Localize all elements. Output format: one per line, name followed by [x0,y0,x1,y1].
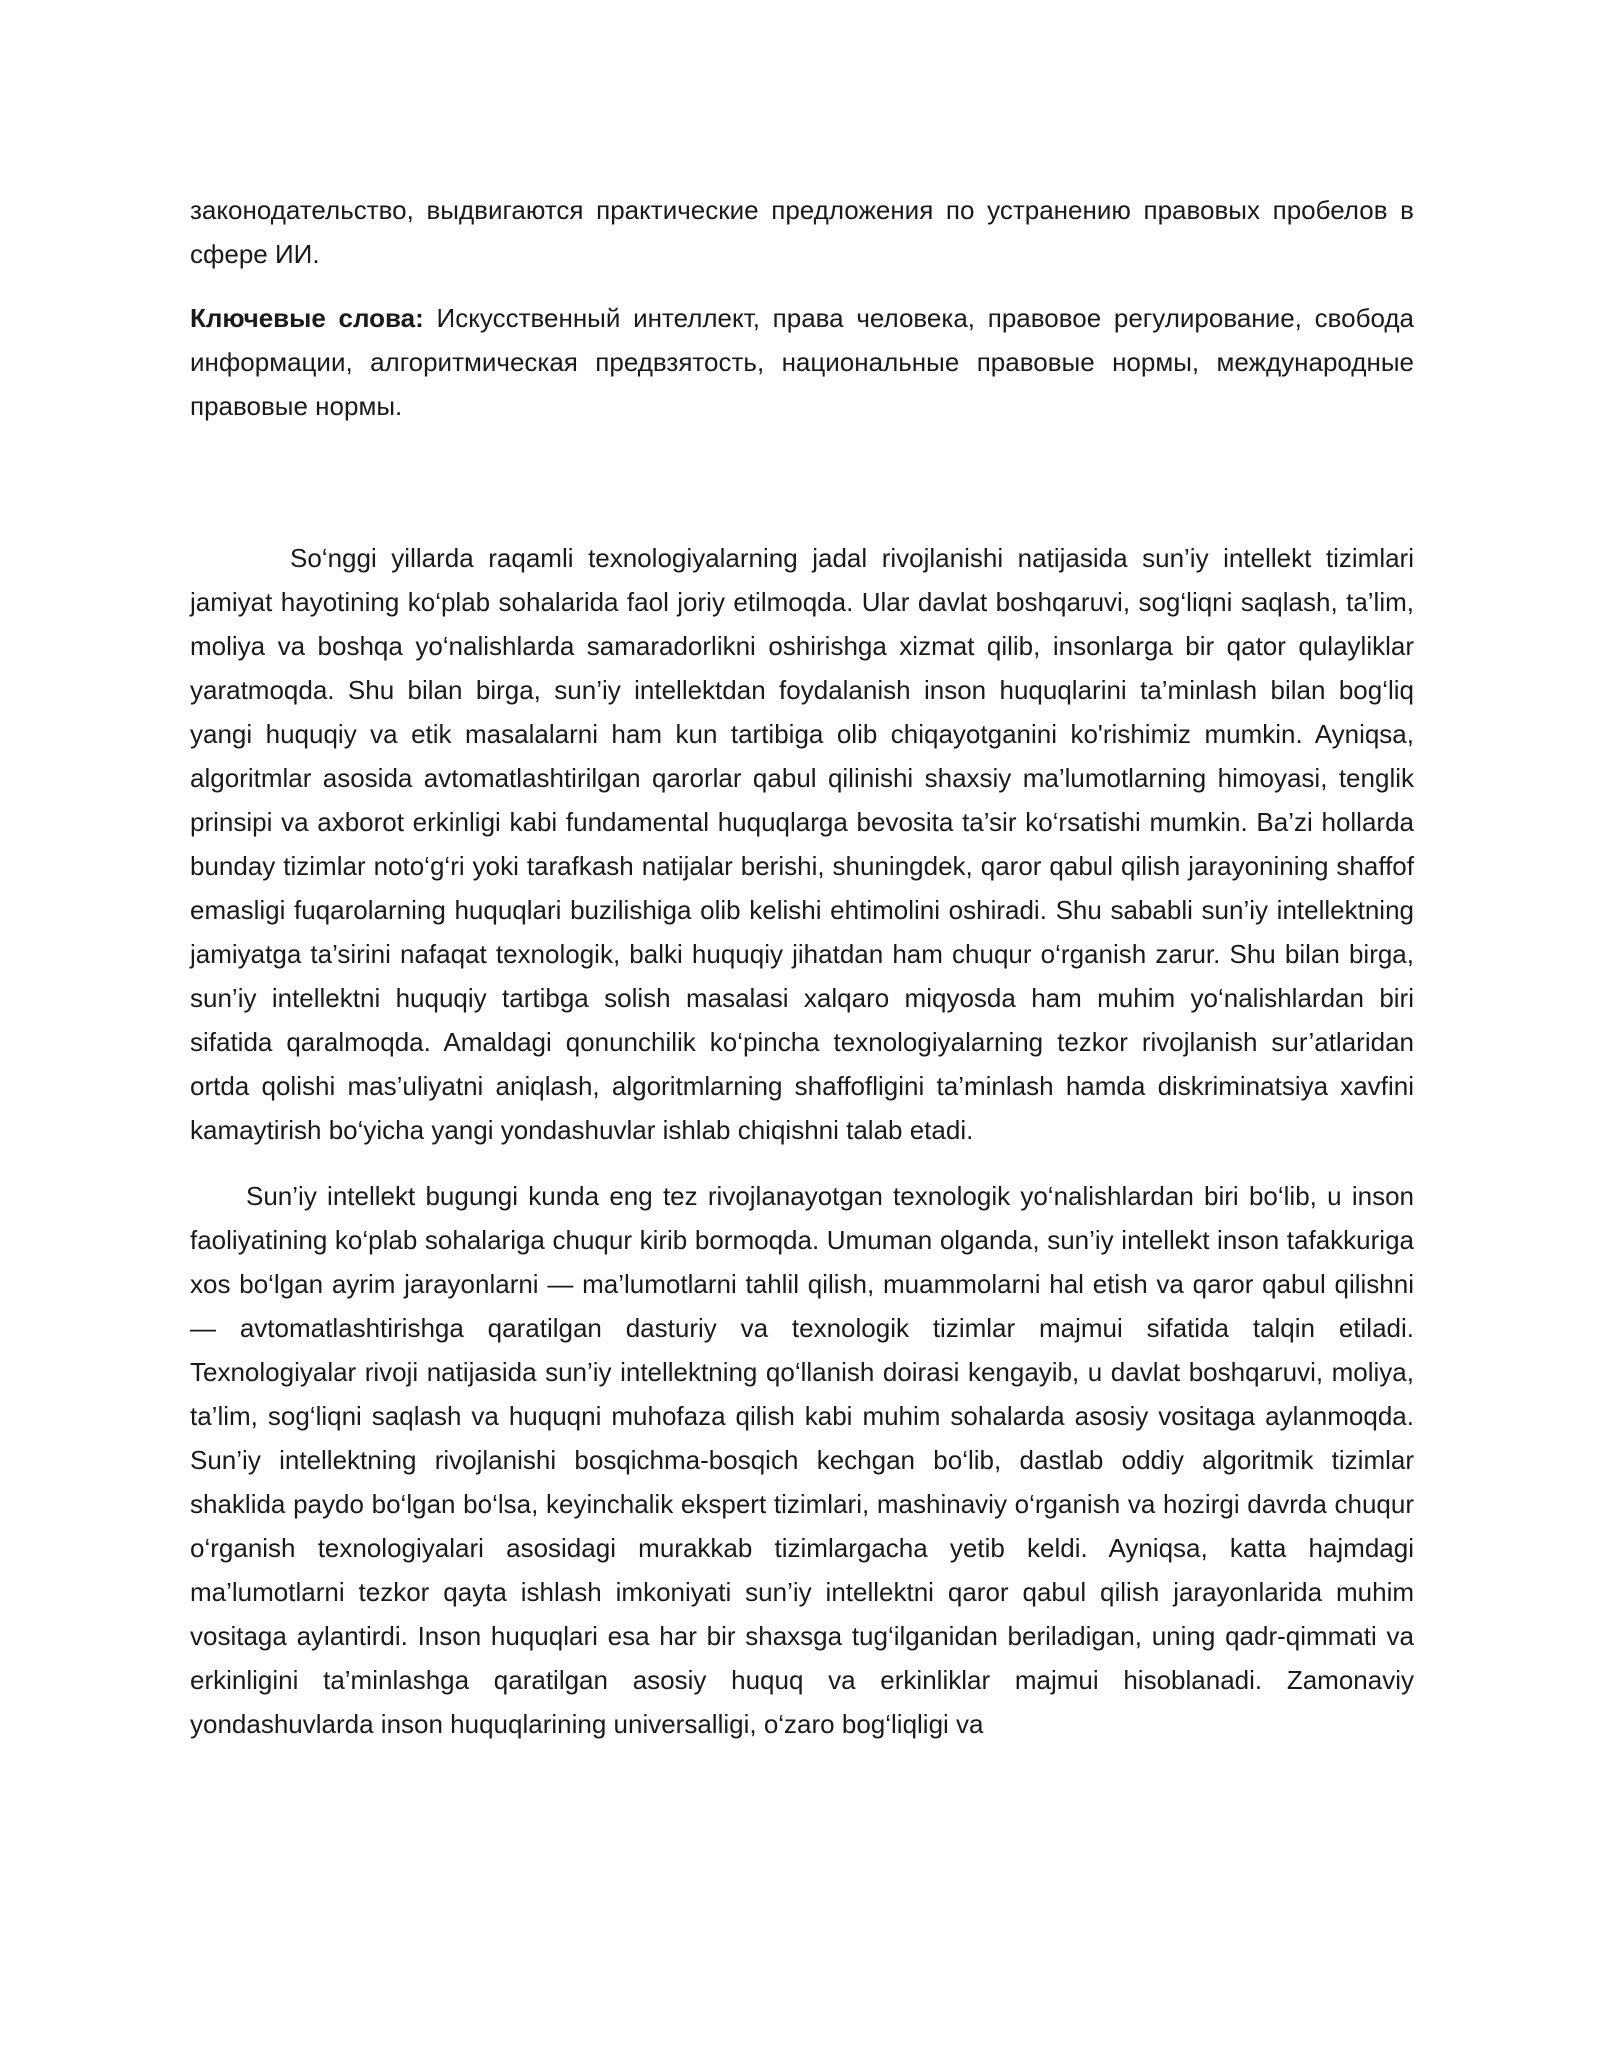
keywords-text: Искусственный интеллект, права человека, правовое регулирование, свобода информации, алгоритмическая предвзятость, национальные правовые нормы, международные правовые нормы. [190,303,1414,421]
body-paragraph-1: So‘nggi yillarda raqamli texnologiyalarning jadal rivojlanishi natijasida sun’iy intellekt tizimlari jamiyat hayotining ko‘plab sohalarida faol joriy etilmoqda. Ular davlat boshqaruvi, sog‘liqni saqlash, ta’lim, moliya va boshqa yo‘nalishlarda samaradorlikni oshirishga xizmat qilib, insonlarga bir qator qulayliklar yaratmoqda. Shu bilan birga, sun’iy intellektdan foydalanish inson huquqlarini ta’minlash bilan bog‘liq yangi huquqiy va etik masalalarni ham kun tartibiga olib chiqayotganini ko'rishimiz mumkin. Ayniqsa, algoritmlar asosida avtomatlashtirilgan qarorlar qabul qilinishi shaxsiy ma’lumotlarning himoyasi, tenglik prinsipi va axborot erkinligi kabi fundamental huquqlarga bevosita ta’sir ko‘rsatishi mumkin. Ba’zi hollarda bunday tizimlar noto‘g‘ri yoki tarafkash natijalar berishi, shuningdek, qaror qabul qilish jarayonining shaffof emasligi fuqarolarning huquqlari buzilishiga olib kelishi ehtimolini oshiradi. Shu sababli sun’iy intellektning jamiyatga ta’sirini nafaqat texnologik, balki huquqiy jihatdan ham chuqur o‘rganish zarur. Shu bilan birga, sun’iy intellektni huquqiy tartibga solish masalasi xalqaro miqyosda ham muhim yo‘nalishlardan biri sifatida qaralmoqda. Amaldagi qonunchilik ko‘pincha texnologiyalarning tezkor rivojlanish sur’atlaridan ortda qolishi mas’uliyatni aniqlash, algoritmlarning shaffofligini ta’minlash hamda diskriminatsiya xavfini kamaytirish bo‘yicha yangi yondashuvlar ishlab chiqishni talab etadi. [190,543,1414,1145]
body-paragraph-2: Sun’iy intellekt bugungi kunda eng tez rivojlanayotgan texnologik yo‘nalishlardan biri bo‘lib, u inson faoliyatining ko‘plab sohalariga chuqur kirib bormoqda. Umuman olganda, sun’iy intellekt inson tafakkuriga xos bo‘lgan ayrim jarayonlarni — ma’lumotlarni tahlil qilish, muammolarni hal etish va qaror qabul qilishni — avtomatlashtirishga qaratilgan dasturiy va texnologik tizimlar majmui sifatida talqin etiladi. Texnologiyalar rivoji natijasida sun’iy intellektning qo‘llanish doirasi kengayib, u davlat boshqaruvi, moliya, ta’lim, sog‘liqni saqlash va huquqni muhofaza qilish kabi muhim sohalarda asosiy vositaga aylanmoqda. Sun’iy intellektning rivojlanishi bosqichma-bosqich kechgan bo‘lib, dastlab oddiy algoritmik tizimlar shaklida paydo bo‘lgan bo‘lsa, keyinchalik ekspert tizimlari, mashinaviy o‘rganish va hozirgi davrda chuqur o‘rganish texnologiyalari asosidagi murakkab tizimlargacha yetib keldi. Ayniqsa, katta hajmdagi ma’lumotlarni tezkor qayta ishlash imkoniyati sun’iy intellektni qaror qabul qilish jarayonlarida muhim vositaga aylantirdi. Inson huquqlari esa har bir shaxsga tug‘ilganidan beriladigan, uning qadr-qimmati va erkinligini ta’minlashga qaratilgan asosiy huquq va erkinliklar majmui hisoblanadi. Zamonaviy yondashuvlarda inson huquqlarining universalligi, o‘zaro bog‘liqligi va [190,1181,1414,1739]
section-spacer [190,448,1414,536]
keywords-paragraph [190,296,1414,428]
keywords-label: Ключевые слова: [190,303,424,333]
abstract-tail: законодательство, выдвигаются практические предложения по устранению правовых пробелов в сфере ИИ. [190,195,1414,269]
document-page [190,188,1414,1746]
